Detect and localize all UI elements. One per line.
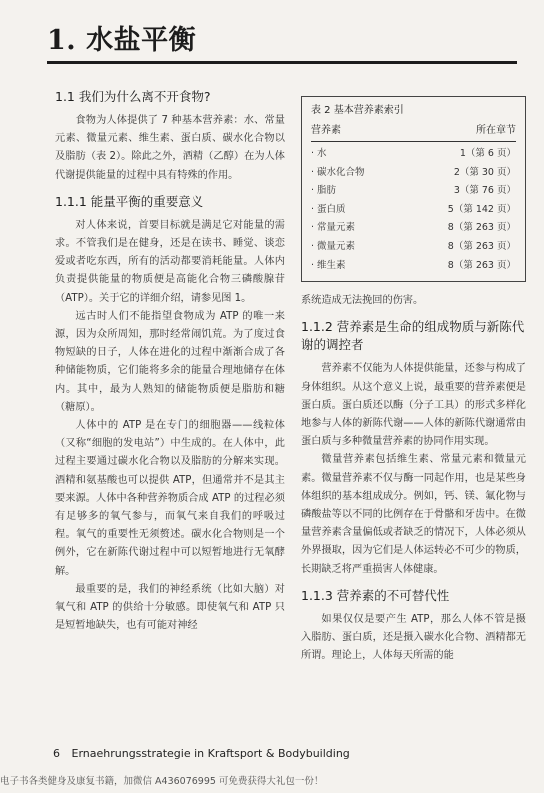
table-cell-ref: 8（第 263 页） [447, 259, 516, 271]
table-cell-name: · 水 [311, 148, 327, 159]
table-cell-name: · 常量元素 [311, 222, 356, 234]
table-cell-ref: 8（第 263 页） [447, 240, 516, 252]
table-cell-ref: 1（第 6 页） [459, 148, 516, 159]
paragraph: 远古时人们不能指望食物成为 ATP 的唯一来源，因为众所周知，那时经常闹饥荒。为了度过食物短缺的日子，人体在进化的过程中渐渐合成了各种储能物质，它们能将多余的能量合理地储存在体内。其中，最为人熟知的储能物质便是脂肪和糖（糖原）。 [55, 310, 285, 413]
table-cell-name: · 维生素 [311, 259, 346, 271]
table-cell-name: · 碳水化合物 [311, 166, 365, 178]
paragraph-continued: 系统造成无法挽回的伤害。 [301, 295, 424, 307]
book-title: Ernaehrungsstrategie in Kraftsport & Bodybuilding [71, 747, 350, 760]
table-cell-ref: 3（第 76 页） [453, 185, 516, 197]
section-heading-1-1-3: 1.1.3 营养素的不可替代性 [301, 587, 450, 603]
table-title: 表 2 基本营养素索引 [311, 105, 404, 116]
table-header-chapter: 所在章节 [476, 125, 516, 136]
paragraph: 食物为人体提供了 7 种基本营养素：水、常量元素、微量元素、维生素、蛋白质、碳水化合物以及脂肪（表 2）。除此之外，酒精（乙醇）在为人体代谢提供能量的过程中具有特殊的作用。 [55, 115, 285, 181]
table-row [311, 182, 516, 201]
table-row [311, 219, 516, 238]
table-header [311, 123, 516, 142]
table-row [311, 257, 516, 276]
paragraph: 对人体来说，首要目标就是满足它对能量的需求。不管我们是在健身，还是在读书、睡觉、谈恋爱或者吃东西，所有的活动都要消耗能量。人体内负责提供能量的物质便是高能化合物三磷酸腺苷（ATP）。关于它的详细介绍，请参见图 1。 [55, 219, 285, 304]
title-rule [47, 61, 517, 64]
table-cell-name: · 蛋白质 [311, 203, 346, 215]
watermark-text: 电子书各类健身及康复书籍，加微信 A436076995 可免费获得大礼包一份！ [0, 776, 324, 787]
table-row [311, 164, 516, 183]
right-column [301, 96, 526, 665]
paragraph: 最重要的是，我们的神经系统（比如大脑）对氧气和 ATP 的供给十分敏感。即使氧气和 ATP 只是短暂地缺失，也有可能对神经 [55, 583, 285, 632]
table-cell-ref: 2（第 30 页） [453, 166, 516, 178]
table-header-nutrient: 营养素 [311, 125, 341, 136]
section-heading-1-1: 1.1 我们为什么离不开食物? [55, 89, 211, 104]
paragraph: 人体中的 ATP 是在专门的细胞器——线粒体（又称“细胞的发电站”）中生成的。在人体中，此过程主要通过碳水化合物以及脂肪的分解来实现。酒精和氨基酸也可以提供 ATP，但通常并不是其主要来源。人体中各种营养物质合成 ATP 的过程必须有足够多的氧气参与，而氧气来自我们的呼吸过程。氧气的重要性无须赘述。碳水化合物则是一个例外，它在新陈代谢过程中可以短暂地进行无氧酵解。 [55, 420, 285, 577]
paragraph: 如果仅仅是要产生 ATP，那么人体不管是摄入脂肪、蛋白质，还是摄入碳水化合物、酒精都无所谓。理论上，人体每天所需的能 [301, 613, 526, 662]
nutrient-index-table [301, 96, 526, 282]
table-cell-ref: 5（第 142 页） [447, 203, 516, 215]
paragraph: 微量营养素包括维生素、常量元素和微量元素。微量营养素不仅与酶一同起作用，也是某些身体组织的基本组成成分。例如，钙、镁、氟化物与磷酸盐等以不同的比例存在于骨骼和牙齿中。在微量营养素含量偏低或者缺乏的情况下，人体必须从外界摄取，因为它们是人体运转必不可少的物质，长期缺乏将严重损害人体健康。 [301, 454, 526, 575]
chapter-title: 1. 水盐平衡 [47, 25, 197, 56]
page-footer [53, 747, 350, 760]
left-column [55, 88, 285, 635]
table-cell-name: · 脂肪 [311, 185, 337, 197]
table-row [311, 145, 516, 164]
table-row [311, 238, 516, 257]
table-row [311, 201, 516, 220]
page-number: 6 [53, 747, 60, 760]
table-cell-ref: 8（第 263 页） [447, 222, 516, 234]
table-cell-name: · 微量元素 [311, 240, 356, 252]
paragraph: 营养素不仅能为人体提供能量，还参与构成了身体组织。从这个意义上说，最重要的营养素便是蛋白质。蛋白质还以酶（分子工具）的形式多样化地参与人体的新陈代谢——人体的新陈代谢通常由蛋白质与多种微量营养素的协同作用实现。 [301, 363, 526, 448]
section-heading-1-1-2: 1.1.2 营养素是生命的组成物质与新陈代谢的调控者 [301, 319, 525, 353]
section-heading-1-1-1: 1.1.1 能量平衡的重要意义 [55, 193, 204, 209]
